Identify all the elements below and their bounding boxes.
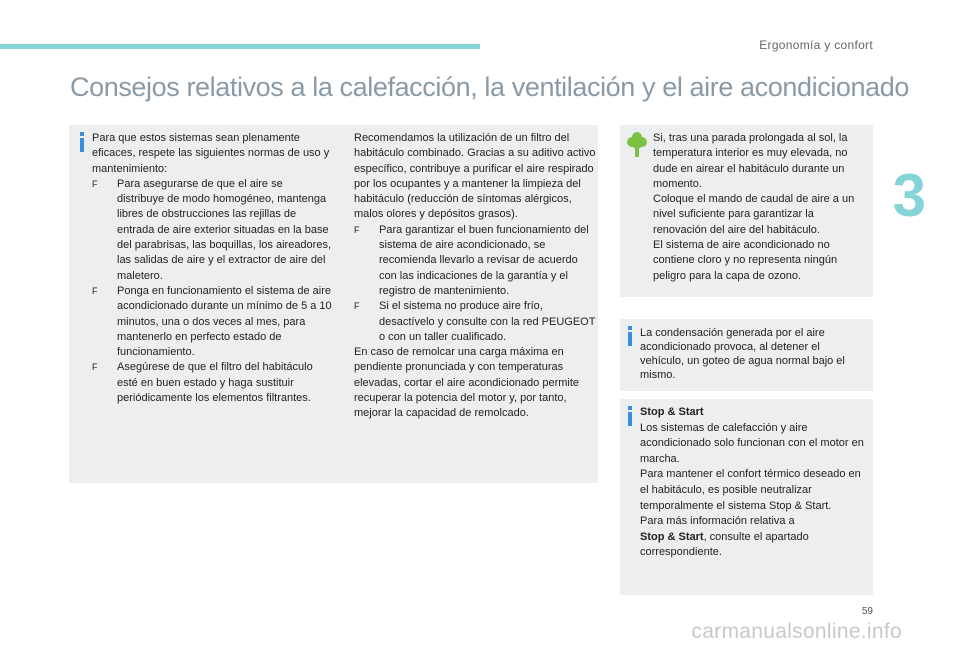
bullet-item: F Para garantizar el buen funcionamiento del sistema de aire acondicionado, se recomienda llevarlo a revisar de acuerdo con las indicaciones de la garantía y el registro de mantenimiento. xyxy=(354,223,589,297)
bullet-item: F Para asegurarse de que el aire se distribuye de modo homogéneo, mantenga libres de obstrucciones las rejillas de entrada de aire exterior situadas en la base del parabrisas, las boquillas, los aireadores, las salidas de aire y el extractor de aire del maletero. xyxy=(92,177,332,282)
sun-paragraph: Si, tras una parada prolongada al sol, la temperatura interior es muy elevada, no dude en airear el habitáculo durante un momento. xyxy=(653,132,848,190)
maintenance-column-1 xyxy=(92,131,332,406)
tree-icon xyxy=(626,131,648,157)
stop-start-text xyxy=(640,405,870,561)
section-title: Ergonomía y confort xyxy=(759,38,873,52)
header-accent-bar xyxy=(0,44,480,49)
bullet-marker: F xyxy=(92,285,98,296)
stop-start-reference: Para más información relativa a Stop & Start, consulte el apartado correspondiente. xyxy=(640,515,809,559)
bullet-marker: F xyxy=(92,362,98,373)
stop-start-heading: Stop & Start xyxy=(640,406,704,418)
maintenance-intro: Para que estos sistemas sean plenamente eficaces, respete las siguientes normas de uso y mantenimiento: xyxy=(92,132,330,175)
sun-parking-text xyxy=(653,131,869,284)
stop-start-paragraph: Los sistemas de calefacción y aire acondicionado solo funcionan con el motor en marcha. xyxy=(640,421,864,465)
bullet-marker: F xyxy=(92,178,98,189)
page-number: 59 xyxy=(861,606,873,617)
filter-recommendation: Recomendamos la utilización de un filtro del habitáculo combinado. Gracias a su aditivo activo específico, contribuye a purificar el aire respirado por los ocupantes y a mantener la limpieza del habitáculo (reducción de síntomas alérgicos, malos olores y depósitos grasos). xyxy=(354,132,596,221)
bullet-marker: F xyxy=(354,301,360,312)
bullet-item: F Asegúrese de que el filtro del habitáculo esté en buen estado y haga sustituir periódicamente los elementos filtrantes. xyxy=(92,361,313,405)
page-title: Consejos relativos a la calefacción, la ventilación y el aire acondicionado xyxy=(70,72,909,102)
condensation-text: La condensación generada por el aire acondicionado provoca, al detener el vehículo, un goteo de agua normal bajo el mismo. xyxy=(640,327,845,381)
chapter-number: 3 xyxy=(892,162,926,229)
sun-paragraph: Coloque el mando de caudal de aire a un nivel suficiente para garantizar la renovación del aire del habitáculo. xyxy=(653,193,855,236)
info-icon xyxy=(626,406,634,426)
bullet-item: F Ponga en funcionamiento el sistema de aire acondicionado durante un mínimo de 5 a 10 minutos, una o dos veces al mes, para mantenerlo en perfecto estado de funcionamiento. xyxy=(92,284,332,359)
stop-start-paragraph: Para mantener el confort térmico deseado en el habitáculo, es posible neutralizar temporalmente el sistema Stop & Start. xyxy=(640,468,861,512)
bullet-item: F Si el sistema no produce aire frío, desactívelo y consulte con la red PEUGEOT o con un taller cualificado. xyxy=(354,300,596,343)
sun-paragraph: El sistema de aire acondicionado no contiene cloro y no representa ningún peligro para la capa de ozono. xyxy=(653,239,838,282)
bullet-marker: F xyxy=(354,224,360,235)
info-icon xyxy=(626,326,634,346)
towing-note: En caso de remolcar una carga máxima en pendiente pronunciada y con temperaturas elevadas, cortar el aire acondicionado permite recuperar la potencia del motor y, por tanto, mejorar la capacidad de remolcado. xyxy=(354,346,580,420)
maintenance-column-2 xyxy=(354,131,596,422)
watermark: carmanualsonline.info xyxy=(691,620,902,643)
info-icon xyxy=(78,132,86,152)
